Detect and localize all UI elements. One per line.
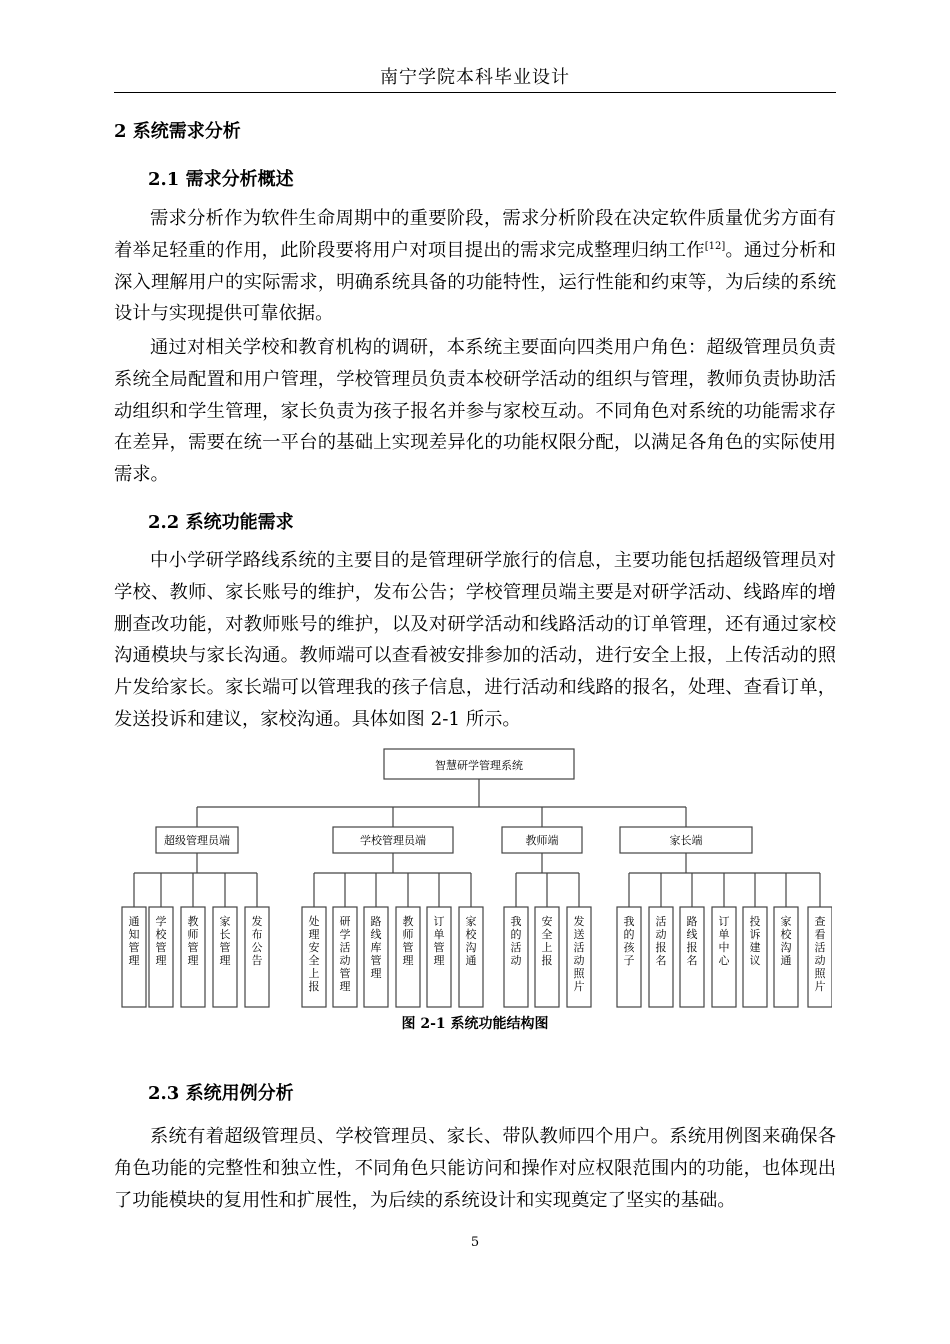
paragraph-text: 需求分析作为软件生命周期中的重要阶段，需求分析阶段在决定软件质量优劣方面有着举足轻重的作用，此阶段要将用户对项目提出的需求完成整理归纳工作 <box>114 208 836 261</box>
root-node-label: 智慧研学管理系统 <box>435 759 523 772</box>
leaf-node-label: 订单中心 <box>718 915 730 967</box>
paragraph-2-1-b: 通过对相关学校和教育机构的调研，本系统主要面向四类用户角色：超级管理员负责系统全局配置和用户管理，学校管理员负责本校研学活动的组织与管理，教师负责协助活动组织和学生管理，家长负责为孩子报名并参与家校互动。不同角色对系统的功能需求存在差异，需要在统一平台的基础上实现差异化的功能权限分配，以满足各角色的实际使用需求。 <box>114 337 836 486</box>
leaf-node-label: 我的孩子 <box>623 915 635 967</box>
leaf-node-label: 通知管理 <box>128 915 140 967</box>
group-node-label: 家长端 <box>669 834 703 847</box>
figure-caption: 图 2-1 系统功能结构图 <box>401 1016 549 1032</box>
header-rule <box>114 92 836 93</box>
leaf-node-label: 处理安全上报 <box>308 915 320 993</box>
paragraph-2-3: 系统有着超级管理员、学校管理员、家长、带队教师四个用户。系统用例图来确保各角色功能的完整性和独立性，不同角色只能访问和操作对应权限范围内的功能，也体现出了功能模块的复用性和扩展性，为后续的系统设计和实现奠定了坚实的基础。 <box>114 1126 836 1211</box>
leaf-node-label: 我的活动 <box>510 915 522 967</box>
leaf-node-label: 研学活动管理 <box>339 915 351 993</box>
leaf-node-label: 家校沟通 <box>780 915 792 967</box>
leaf-node-label: 教师管理 <box>402 915 414 967</box>
citation: [12] <box>704 240 726 252</box>
structure-diagram <box>118 745 832 1013</box>
leaf-node-label: 家校沟通 <box>465 915 477 967</box>
paragraph-2-2: 中小学研学路线系统的主要目的是管理研学旅行的信息，主要功能包括超级管理员对学校、教师、家长账号的维护，发布公告；学校管理员端主要是对研学活动、线路库的增删查改功能，对教师账号的维护，以及对研学活动和线路活动的订单管理，还有通过家校沟通模块与家长沟通。教师端可以查看被安排参加的活动，进行安全上报，上传活动的照片发给家长。家长端可以管理我的孩子信息，进行活动和线路的报名，处理、查看订单，发送投诉和建议，家校沟通。具体如图 2-1 所示。 <box>114 550 836 730</box>
leaf-node-label: 发送活动照片 <box>573 915 585 993</box>
group-node-label: 学校管理员端 <box>360 834 426 847</box>
leaf-node-label: 教师管理 <box>187 915 199 967</box>
leaf-node-label: 活动报名 <box>655 915 667 967</box>
leaf-node-label: 路线库管理 <box>370 915 382 980</box>
leaf-node-label: 学校管理 <box>155 915 167 967</box>
leaf-node-label: 投诉建议 <box>749 915 761 967</box>
page-number: 5 <box>470 1235 480 1250</box>
section-heading-2: 2 系统需求分析 <box>114 121 241 142</box>
leaf-node-label: 发布公告 <box>251 915 263 967</box>
paragraph-2-1-a <box>114 203 836 330</box>
leaf-node-label: 家长管理 <box>219 915 231 967</box>
paragraph-text: 。通过分析和深入理解用户的实际需求，明确系统具备的功能特性，运行性能和约束等，为后续的系统设计与实现提供可靠依据。 <box>114 239 837 325</box>
leaf-node-label: 路线报名 <box>686 915 698 967</box>
group-node-label: 教师端 <box>525 834 559 847</box>
function-structure-figure <box>118 745 832 1013</box>
page-header: 南宁学院本科毕业设计 <box>380 67 570 88</box>
section-heading-2-1: 2.1 需求分析概述 <box>148 169 294 190</box>
group-node-label: 超级管理员端 <box>164 834 230 847</box>
leaf-node-label: 订单管理 <box>433 915 445 967</box>
leaf-node-label: 查看活动照片 <box>814 915 826 993</box>
leaf-node-label: 安全上报 <box>541 915 553 967</box>
section-heading-2-3: 2.3 系统用例分析 <box>148 1083 294 1104</box>
section-heading-2-2: 2.2 系统功能需求 <box>148 512 294 533</box>
